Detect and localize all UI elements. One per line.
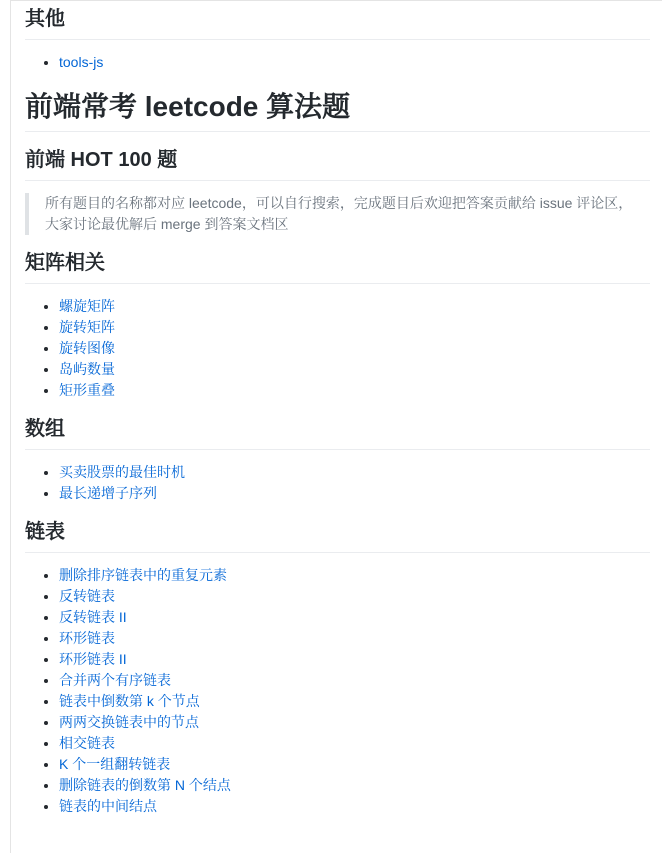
problem-link[interactable]: 合并两个有序链表 xyxy=(59,672,171,688)
section-heading-hot100: 前端 HOT 100 题 xyxy=(25,148,650,181)
linkedlist-list xyxy=(25,565,650,817)
list-item xyxy=(59,691,650,712)
problem-link[interactable]: 反转链表 II xyxy=(59,609,127,625)
problem-link[interactable]: 反转链表 xyxy=(59,588,115,604)
matrix-list xyxy=(25,296,650,401)
problem-link[interactable]: 相交链表 xyxy=(59,735,115,751)
list-item xyxy=(59,670,650,691)
list-item xyxy=(59,775,650,796)
problem-link[interactable]: K 个一组翻转链表 xyxy=(59,756,171,772)
problem-link[interactable]: 环形链表 II xyxy=(59,651,127,667)
list-item xyxy=(59,359,650,380)
list-item xyxy=(59,380,650,401)
hot100-note: 所有题目的名称都对应 leetcode，可以自行搜索，完成题目后欢迎把答案贡献给 issue 评论区，大家讨论最优解后 merge 到答案文档区 xyxy=(25,193,650,235)
list-item xyxy=(59,796,650,817)
array-list xyxy=(25,462,650,504)
problem-link[interactable]: 旋转图像 xyxy=(59,340,115,356)
problem-link[interactable]: 旋转矩阵 xyxy=(59,319,115,335)
list-item xyxy=(59,52,650,73)
problem-link[interactable]: 螺旋矩阵 xyxy=(59,298,115,314)
problem-link[interactable]: 买卖股票的最佳时机 xyxy=(59,464,185,480)
problem-link[interactable]: 最长递增子序列 xyxy=(59,485,157,501)
list-item xyxy=(59,296,650,317)
list-item xyxy=(59,338,650,359)
problem-link[interactable]: 删除排序链表中的重复元素 xyxy=(59,567,227,583)
section-heading-other: 其他 xyxy=(25,7,650,40)
problem-link[interactable]: 环形链表 xyxy=(59,630,115,646)
markdown-body xyxy=(10,0,662,853)
problem-link[interactable]: 链表的中间结点 xyxy=(59,798,157,814)
list-item xyxy=(59,462,650,483)
problem-link[interactable]: 两两交换链表中的节点 xyxy=(59,714,199,730)
list-item xyxy=(59,649,650,670)
list-item xyxy=(59,607,650,628)
list-item xyxy=(59,565,650,586)
list-item xyxy=(59,733,650,754)
other-list xyxy=(25,52,650,73)
page-title: 前端常考 leetcode 算法题 xyxy=(25,89,650,132)
list-item xyxy=(59,317,650,338)
section-heading-linkedlist: 链表 xyxy=(25,520,650,553)
problem-link[interactable]: 矩形重叠 xyxy=(59,382,115,398)
list-item xyxy=(59,586,650,607)
problem-link[interactable]: 删除链表的倒数第 N 个结点 xyxy=(59,777,231,793)
list-item xyxy=(59,628,650,649)
problem-link[interactable]: 岛屿数量 xyxy=(59,361,115,377)
section-heading-matrix: 矩阵相关 xyxy=(25,251,650,284)
list-item xyxy=(59,754,650,775)
section-heading-array: 数组 xyxy=(25,417,650,450)
problem-link[interactable]: tools-js xyxy=(59,54,104,70)
list-item xyxy=(59,483,650,504)
list-item xyxy=(59,712,650,733)
problem-link[interactable]: 链表中倒数第 k 个节点 xyxy=(59,693,200,709)
